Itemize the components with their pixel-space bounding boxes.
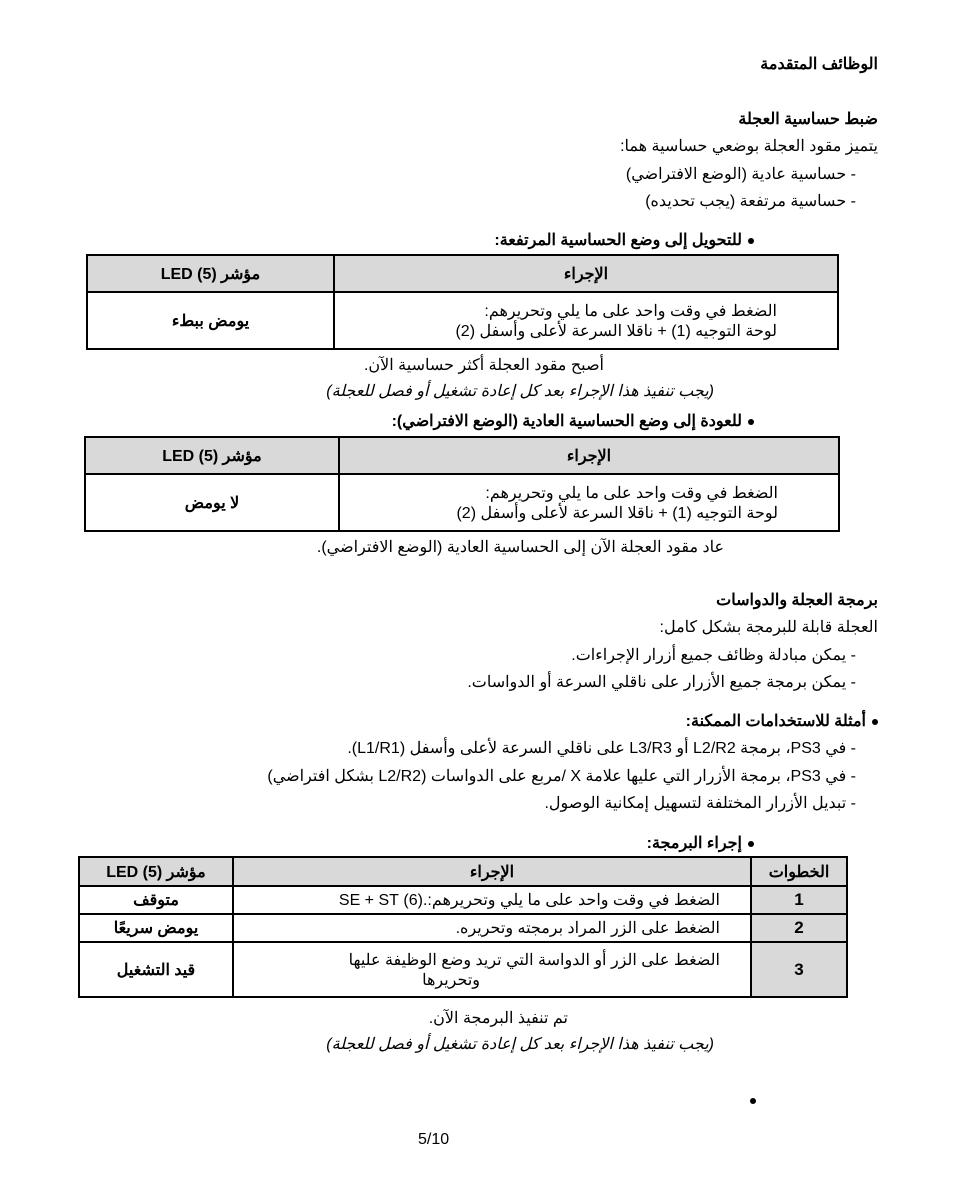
step-number: 3 xyxy=(751,942,847,997)
list-item: - يمكن برمجة جميع الأزرار على ناقلي السرعة أو الدواسات. xyxy=(467,674,856,691)
bullet-icon xyxy=(748,841,754,847)
column-header-steps: الخطوات xyxy=(751,857,847,886)
high-note-text: (يجب تنفيذ هذا الإجراء بعد كل إعادة تشغيل أو فصل للعجلة) xyxy=(326,383,714,400)
list-item: - تبديل الأزرار المختلفة لتسهيل إمكانية الوصول. xyxy=(544,795,856,812)
bullet-icon xyxy=(748,238,754,244)
action-cell: الضغط على الزر المراد برمجته وتحريره. xyxy=(233,914,751,942)
led-status: قيد التشغيل xyxy=(79,942,233,997)
action-line: الضغط في وقت واحد على ما يلي وتحريرهم: xyxy=(484,302,777,320)
action-cell xyxy=(334,292,838,349)
bullet-icon xyxy=(872,719,878,725)
normal-sensitivity-table xyxy=(84,436,840,532)
action-cell xyxy=(339,474,839,531)
column-header-action: الإجراء xyxy=(233,857,751,886)
led-status: متوقف xyxy=(79,886,233,914)
section-title-sensitivity: ضبط حساسية العجلة xyxy=(738,111,878,128)
led-status: يومض سريعًا xyxy=(79,914,233,942)
normal-result-text: عاد مقود العجلة الآن إلى الحساسية العادية (الوضع الافتراضي). xyxy=(316,539,724,556)
table-row xyxy=(79,914,847,942)
high-result-text: أصبح مقود العجلة أكثر حساسية الآن. xyxy=(363,357,604,374)
action-line: الضغط في وقت واحد على ما يلي وتحريرهم: xyxy=(485,484,778,502)
list-item: - في PS3، برمجة L2/R2 أو L3/R3 على ناقلي السرعة لأعلى وأسفل (L1/R1). xyxy=(347,740,856,757)
programming-intro: العجلة قابلة للبرمجة بشكل كامل: xyxy=(659,619,878,636)
bullet-icon xyxy=(750,1098,756,1104)
examples-heading: أمثلة للاستخدامات الممكنة: xyxy=(686,711,878,731)
programming-table xyxy=(78,856,848,998)
table-row xyxy=(79,942,847,997)
led-status: يومض ببطء xyxy=(87,292,334,349)
bullet-icon xyxy=(748,419,754,425)
high-sensitivity-heading: للتحويل إلى وضع الحساسية المرتفعة: xyxy=(494,230,754,250)
list-item: - حساسية مرتفعة (يجب تحديده) xyxy=(645,193,856,210)
procedure-heading: إجراء البرمجة: xyxy=(647,833,754,853)
action-line: الضغط على الزر أو الدواسة التي تريد وضع الوظيفة عليها xyxy=(348,951,720,969)
action-line: وتحريرها xyxy=(422,971,480,989)
page-header-title: الوظائف المتقدمة xyxy=(760,56,878,73)
table-row xyxy=(79,886,847,914)
list-item: - يمكن مبادلة وظائف جميع أزرار الإجراءات. xyxy=(571,647,856,664)
normal-sensitivity-heading: للعودة إلى وضع الحساسية العادية (الوضع الافتراضي): xyxy=(392,411,754,431)
programming-note-text: (يجب تنفيذ هذا الإجراء بعد كل إعادة تشغيل أو فصل للعجلة) xyxy=(326,1036,714,1053)
action-cell: الضغط في وقت واحد على ما يلي وتحريرهم:.(6) SE + ST xyxy=(233,886,751,914)
high-sensitivity-table xyxy=(86,254,839,350)
sensitivity-intro: يتميز مقود العجلة بوضعي حساسية هما: xyxy=(620,138,878,155)
action-cell xyxy=(233,942,751,997)
column-header-action: الإجراء xyxy=(334,255,838,292)
column-header-action: الإجراء xyxy=(339,437,839,474)
step-number: 2 xyxy=(751,914,847,942)
page-number: 5/10 xyxy=(418,1131,450,1148)
action-line: لوحة التوجيه (1) + ناقلا السرعة لأعلى وأسفل (2) xyxy=(456,504,778,522)
column-header-led: مؤشر LED (5) xyxy=(87,255,334,292)
column-header-led: مؤشر LED (5) xyxy=(79,857,233,886)
step-number: 1 xyxy=(751,886,847,914)
table-row xyxy=(85,474,839,531)
table-row xyxy=(87,292,838,349)
programming-result-text: تم تنفيذ البرمجة الآن. xyxy=(428,1010,568,1027)
section-title-programming: برمجة العجلة والدواسات xyxy=(716,592,878,609)
led-status: لا يومض xyxy=(85,474,339,531)
action-line: لوحة التوجيه (1) + ناقلا السرعة لأعلى وأسفل (2) xyxy=(455,322,777,340)
list-item: - حساسية عادية (الوضع الافتراضي) xyxy=(625,166,856,183)
column-header-led: مؤشر LED (5) xyxy=(85,437,339,474)
list-item: - في PS3، برمجة الأزرار التي عليها علامة X /مربع على الدواسات (L2/R2 بشكل افتراضي) xyxy=(267,768,856,785)
